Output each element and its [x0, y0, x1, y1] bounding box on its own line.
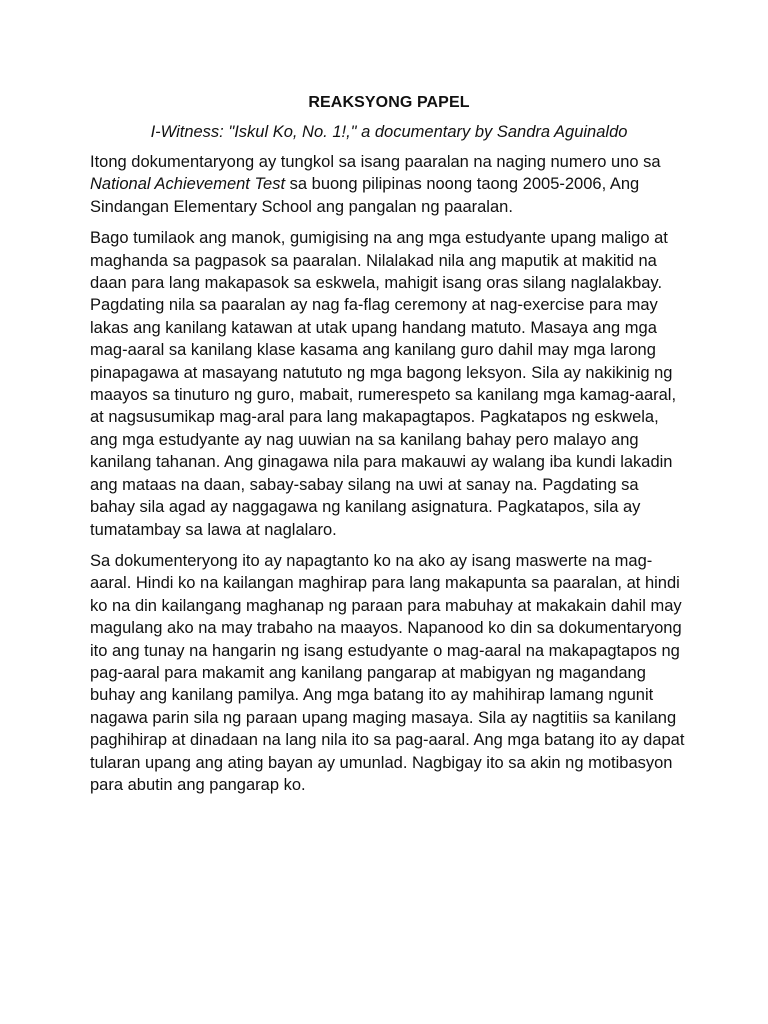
paragraph-1-part-1: Itong dokumentaryong ay tungkol sa isang paaralan na naging numero uno sa: [90, 153, 661, 171]
paragraph-2: Bago tumilaok ang manok, gumigising na ang mga estudyante upang maligo at maghanda sa pagpasok sa paaralan. Nilalakad nila ang maputik at makitid na daan para lang makapasok sa eskwela, mahigit isang oras silang naglalakbay. Pagdating nila sa paaralan ay nag fa-flag ceremony at nag-exercise para may lakas ang kanilang katawan at utak upang handang matuto. Masaya ang mga mag-aaral sa kanilang klase kasama ang kanilang guro dahil may mga larong pinapagawa at masayang natututo ng mga bagong leksyon. Sila ay nakikinig ng maayos sa tinuturo ng guro, mabait, rumerespeto sa kanilang mga kamag-aaral, at nagsusumikap mag-aral para lang makapagtapos. Pagkatapos ng eskwela, ang mga estudyante ay nag uuwian na sa kanilang bahay pero malayo ang kanilang tahanan. Ang ginagawa nila para makauwi ay walang iba kundi lakadin ang mataas na daan, sabay-sabay silang na uwi at sanay na. Pagdating sa bahay sila agad ay naggagawa ng kanilang asignatura. Pagkatapos, sila ay tumatambay sa lawa at naglalaro.: [90, 229, 677, 539]
paragraph-1-part-2: sa buong pilipinas noong taong 2005-2006, Ang Sindangan Elementary School ang pangalan ng paaralan.: [90, 175, 640, 216]
paragraph-1: [90, 151, 688, 218]
document-subtitle: I-Witness: "Iskul Ko, No. 1!," a documentary by Sandra Aguinaldo: [150, 123, 628, 141]
paragraph-3: Sa dokumenteryong ito ay napagtanto ko na ako ay isang maswerte na mag-aaral. Hindi ko na kailangan maghirap para lang makapunta sa paaralan, at hindi ko na din kailangang maghanap ng paraan para mabuhay at makakain dahil may magulang ako na may trabaho na maayos. Napanood ko din sa dokumentaryong ito ang tunay na hangarin ng isang estudyante o mag-aaral na makapagtapos ng pag-aaral para makamit ang kanilang pangarap at mabigyan ng magandang buhay ang kanilang pamilya. Ang mga batang ito ay mahihirap lamang ngunit nagawa parin sila ng paraan upang maging masaya. Sila ay nagtitiis sa kanilang paghihirap at dinadaan na lang nila ito sa pag-aaral. Ang mga batang ito ay dapat tularan upang ang ating bayan ay umunlad. Nagbigay ito sa akin ng motibasyon para abutin ang pangarap ko.: [90, 551, 685, 794]
document-title: REAKSYONG PAPEL: [308, 94, 470, 111]
paragraph-1-emphasis: National Achievement Test: [90, 175, 286, 194]
